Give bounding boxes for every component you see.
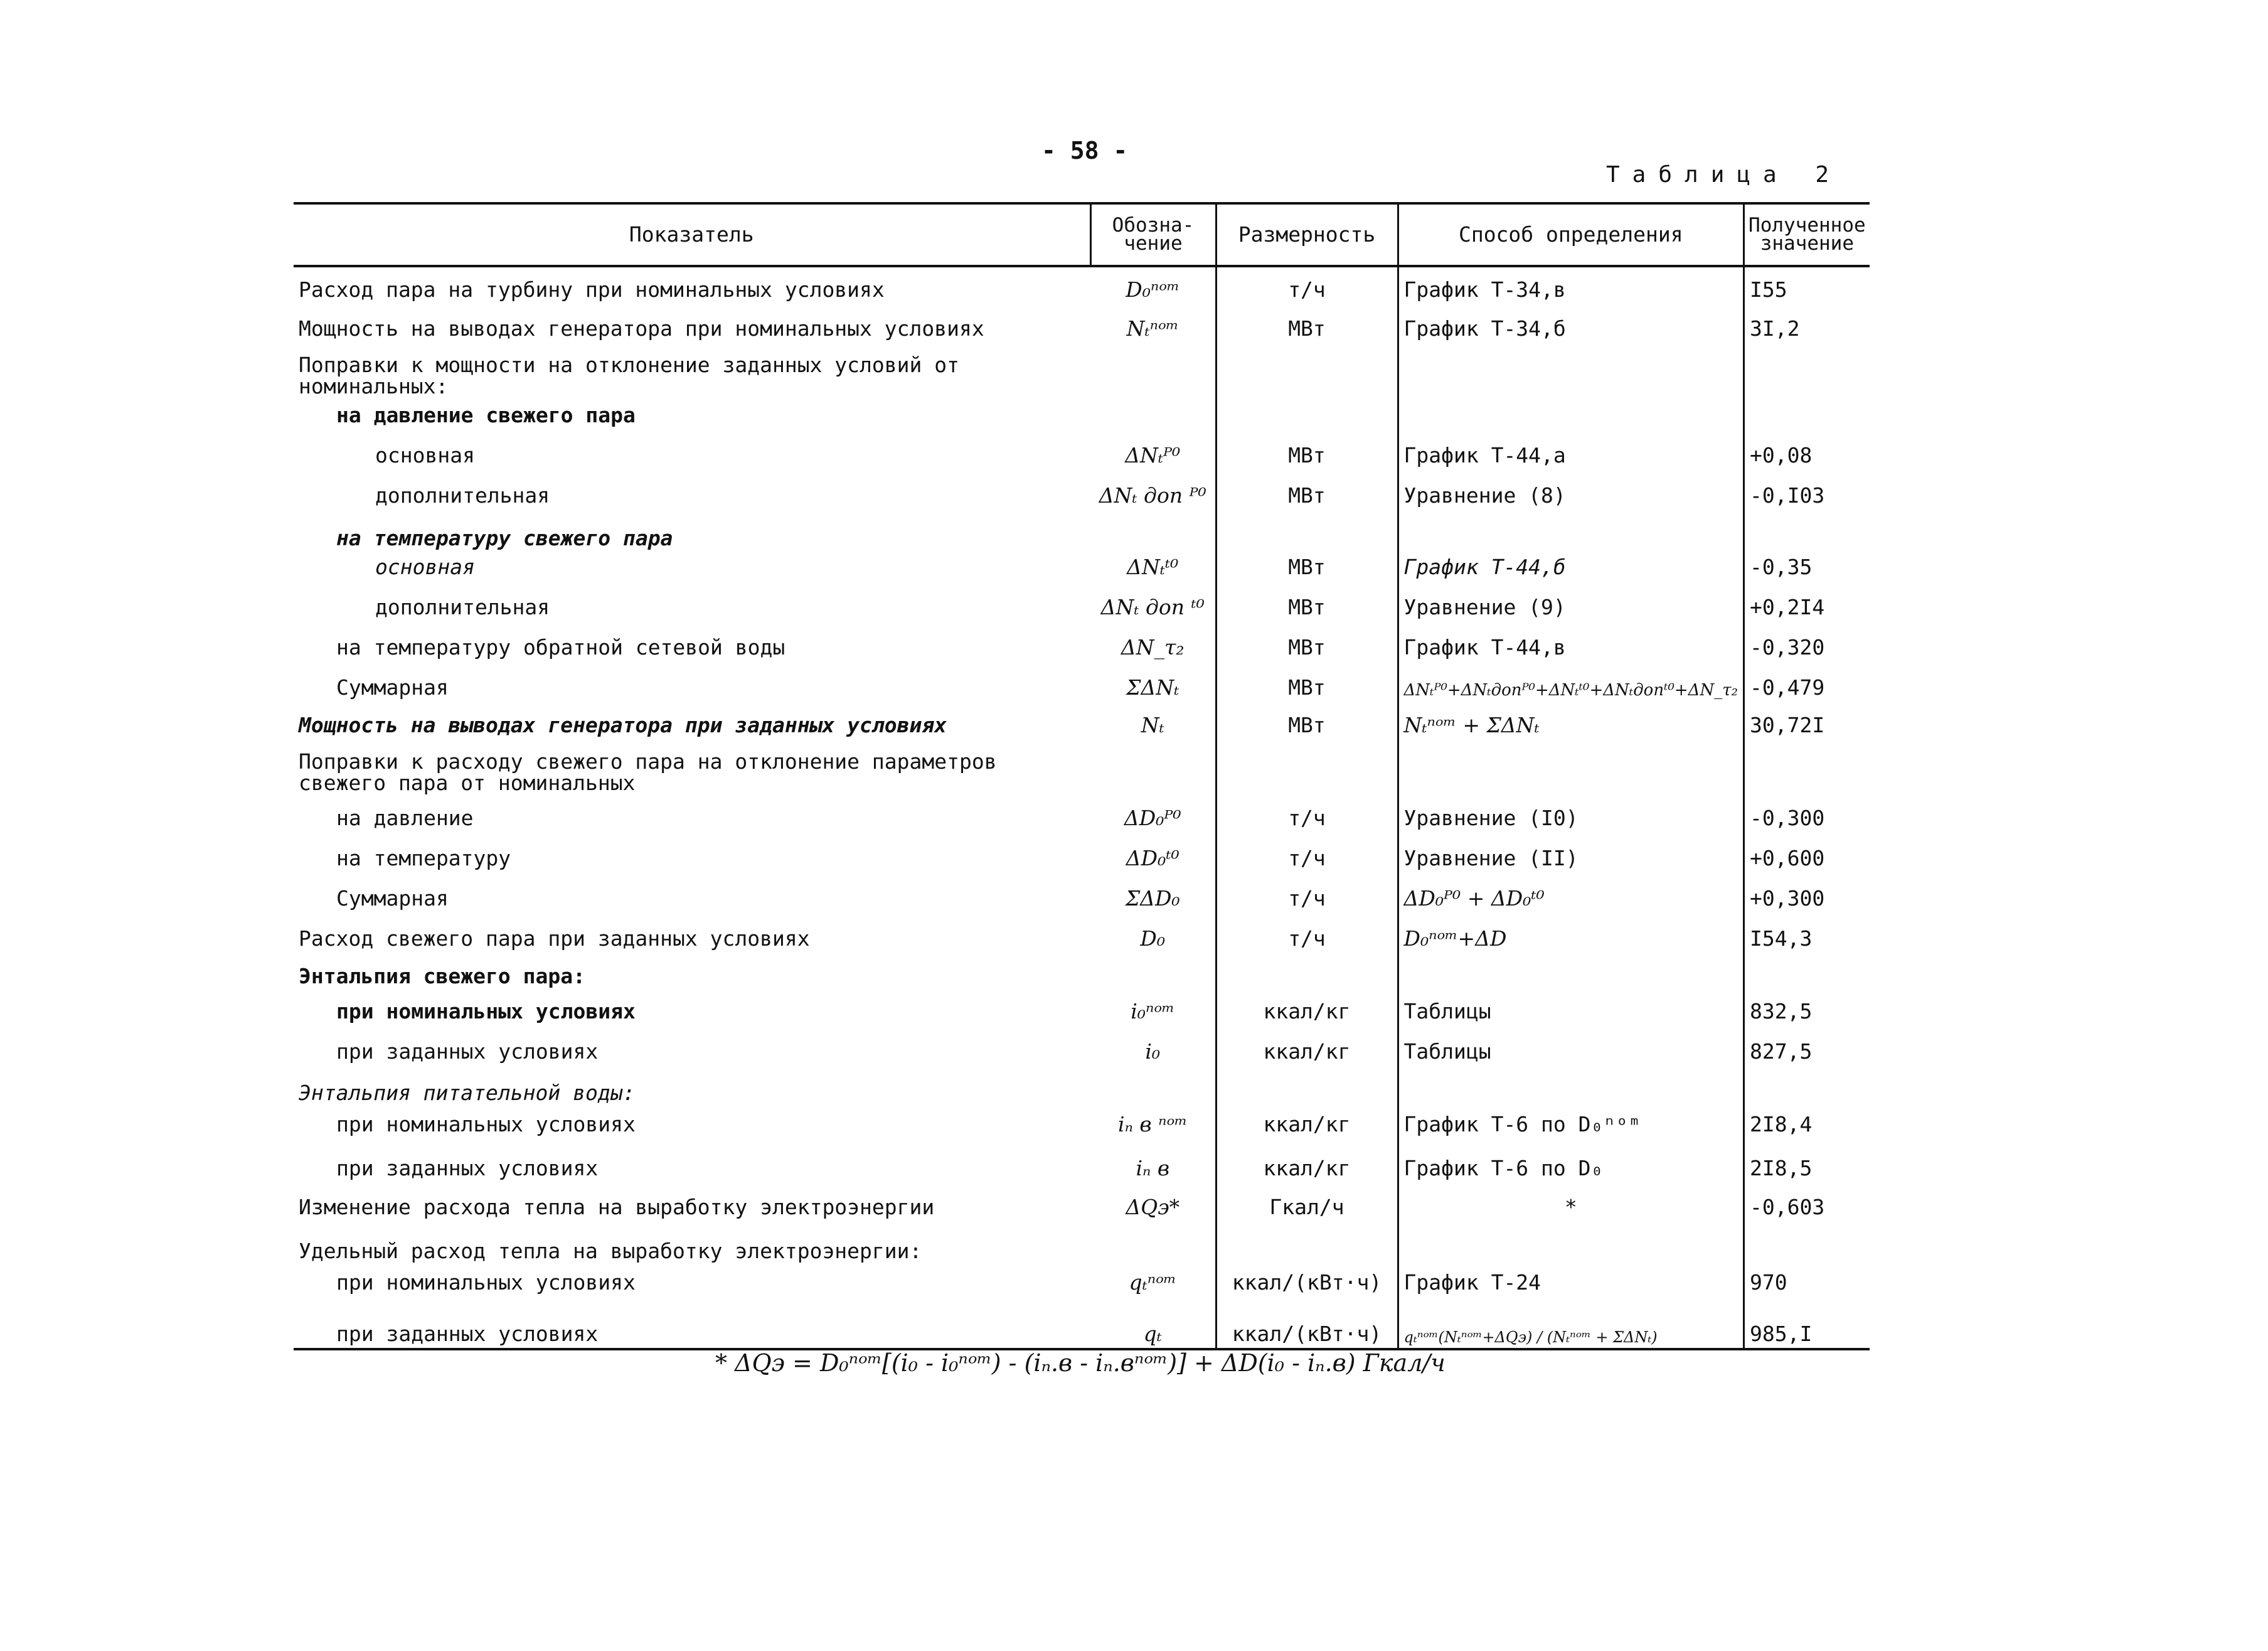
- row-method: График Т-44,б: [1398, 552, 1744, 581]
- row-symbol: iₙ в ⁿᵒᵐ: [1090, 1107, 1216, 1138]
- row-indicator: основная: [375, 555, 475, 580]
- table-row: [294, 400, 1870, 429]
- row-value: [1744, 739, 1870, 797]
- row-method: ΔNₜᴾ⁰+ΔNₜдопᴾ⁰+ΔNₜᵗ⁰+ΔNₜдопᵗ⁰+ΔN_τ₂: [1398, 661, 1744, 702]
- row-indicator: дополнительная: [375, 595, 550, 620]
- table-row: [294, 797, 1870, 832]
- row-value: [1744, 1221, 1870, 1265]
- header-value: Полученное значение: [1744, 203, 1870, 266]
- row-indicator: Поправки к мощности на отклонение заданных условий от номинальных:: [299, 352, 959, 399]
- row-value: 2I8,4: [1750, 1112, 1813, 1137]
- row-indicator: Энтальпия питательной воды:: [299, 1081, 636, 1106]
- row-method: График Т-44,в: [1398, 621, 1744, 661]
- row-symbol: [1090, 739, 1216, 797]
- table-row: [294, 304, 1870, 343]
- row-indicator: дополнительная: [375, 483, 550, 508]
- row-indicator: на температуру: [336, 846, 511, 871]
- row-indicator: при заданных условиях: [336, 1156, 599, 1181]
- row-method: График Т-6 по D₀: [1398, 1138, 1744, 1182]
- table-row: [294, 872, 1870, 912]
- table-row: [294, 581, 1870, 621]
- row-indicator: Мощность на выводах генератора при номинальных условиях: [299, 316, 984, 341]
- row-unit: т/ч: [1216, 266, 1398, 304]
- table-header-row: [294, 203, 1870, 266]
- header-indicator: Показатель: [294, 203, 1090, 266]
- row-unit: [1216, 739, 1398, 797]
- row-method: Уравнение (I0): [1398, 797, 1744, 832]
- row-indicator: при номинальных условиях: [336, 1112, 636, 1137]
- row-symbol: ΔQэ*: [1090, 1182, 1216, 1221]
- row-indicator: Изменение расхода тепла на выработку электроэнергии: [299, 1195, 935, 1220]
- row-value: +0,600: [1750, 846, 1825, 871]
- row-symbol: Nₜ: [1090, 702, 1216, 739]
- row-method: [1398, 510, 1744, 552]
- row-method: График Т-34,б: [1398, 304, 1744, 343]
- row-indicator: на температуру обратной сетевой воды: [336, 635, 785, 660]
- row-unit: ккал/кг: [1216, 1107, 1398, 1138]
- row-unit: Гкал/ч: [1216, 1182, 1398, 1221]
- row-indicator: Расход свежего пара при заданных условиях: [299, 926, 810, 951]
- row-method: [1398, 739, 1744, 797]
- row-indicator: при номинальных условиях: [336, 999, 636, 1024]
- row-method: Таблицы: [1398, 1025, 1744, 1066]
- row-indicator: при номинальных условиях: [336, 1270, 636, 1295]
- row-value: 970: [1750, 1270, 1787, 1295]
- row-symbol: ΣΔNₜ: [1090, 661, 1216, 702]
- row-symbol: Nₜⁿᵒᵐ: [1090, 304, 1216, 343]
- row-value: I54,3: [1750, 926, 1813, 951]
- row-unit: МВт: [1216, 702, 1398, 739]
- row-unit: ккал/кг: [1216, 990, 1398, 1025]
- row-method: qₜⁿᵒᵐ(Nₜⁿᵒᵐ+ΔQэ) / (Nₜⁿᵒᵐ + ΣΔNₜ): [1398, 1296, 1744, 1349]
- row-value: -0,603: [1750, 1195, 1825, 1220]
- row-unit: МВт: [1216, 581, 1398, 621]
- table-row: [294, 1025, 1870, 1066]
- table-caption: Таблица 2: [1606, 162, 1842, 188]
- row-method: График Т-24: [1398, 1265, 1744, 1296]
- header-method: Способ определения: [1398, 203, 1744, 266]
- row-value: [1744, 343, 1870, 400]
- row-value: +0,300: [1750, 886, 1825, 911]
- row-symbol: i₀: [1090, 1025, 1216, 1066]
- table-row: [294, 621, 1870, 661]
- row-value: [1744, 1066, 1870, 1107]
- row-value: 832,5: [1750, 999, 1813, 1024]
- row-value: 985,I: [1744, 1296, 1870, 1349]
- row-unit: ккал/кг: [1216, 1138, 1398, 1182]
- row-indicator: основная: [375, 443, 475, 468]
- row-value: [1744, 953, 1870, 990]
- row-symbol: [1090, 400, 1216, 429]
- row-symbol: D₀ⁿᵒᵐ: [1090, 266, 1216, 304]
- row-symbol: ΔD₀ᴾ⁰: [1090, 797, 1216, 832]
- row-value: +0,2I4: [1750, 595, 1825, 620]
- table-row: [294, 552, 1870, 581]
- row-symbol: qₜⁿᵒᵐ: [1090, 1265, 1216, 1296]
- row-value: 30,72I: [1750, 713, 1825, 738]
- row-symbol: [1090, 1066, 1216, 1107]
- row-symbol: ΔN_τ₂: [1090, 621, 1216, 661]
- row-value: [1744, 510, 1870, 552]
- row-unit: [1216, 400, 1398, 429]
- row-unit: [1216, 1066, 1398, 1107]
- row-unit: МВт: [1216, 429, 1398, 469]
- row-unit: ккал/кг: [1216, 1025, 1398, 1066]
- row-method: [1398, 1066, 1744, 1107]
- row-indicator: Мощность на выводах генератора при заданных условиях: [299, 713, 947, 738]
- table-row: [294, 429, 1870, 469]
- row-symbol: ΣΔD₀: [1090, 872, 1216, 912]
- row-symbol: [1090, 510, 1216, 552]
- row-method: [1398, 343, 1744, 400]
- row-method: График Т-44,а: [1398, 429, 1744, 469]
- row-symbol: ΔNₜ доп ᵗ⁰: [1090, 581, 1216, 621]
- table-row: [294, 739, 1870, 797]
- row-value: 827,5: [1750, 1039, 1813, 1064]
- row-unit: МВт: [1216, 469, 1398, 510]
- row-value: I55: [1750, 277, 1787, 302]
- row-method: Nₜⁿᵒᵐ + ΣΔNₜ: [1398, 702, 1744, 739]
- row-indicator: Поправки к расходу свежего пара на отклонение параметров свежего пара от номинальных: [299, 749, 997, 796]
- row-value: -0,479: [1750, 675, 1825, 700]
- row-indicator: Суммарная: [336, 886, 449, 911]
- table-row: [294, 1296, 1870, 1349]
- row-value: 3I,2: [1750, 316, 1800, 341]
- table-row: [294, 1107, 1870, 1138]
- row-symbol: ΔNₜᴾ⁰: [1090, 429, 1216, 469]
- row-unit: ккал/(кВт·ч): [1216, 1296, 1398, 1349]
- header-unit: Размерность: [1216, 203, 1398, 266]
- table-row: [294, 832, 1870, 872]
- row-method: [1398, 953, 1744, 990]
- row-indicator: на температуру свежего пара: [336, 526, 673, 551]
- table-row: [294, 266, 1870, 304]
- row-value: 2I8,5: [1750, 1156, 1813, 1181]
- row-unit: ккал/(кВт·ч): [1216, 1265, 1398, 1296]
- row-unit: т/ч: [1216, 832, 1398, 872]
- table-row: [294, 1182, 1870, 1221]
- row-method: D₀ⁿᵒᵐ+ΔD: [1398, 912, 1744, 953]
- row-value: [1744, 400, 1870, 429]
- row-method: График Т-34,в: [1398, 266, 1744, 304]
- row-symbol: [1090, 1221, 1216, 1265]
- row-unit: т/ч: [1216, 872, 1398, 912]
- row-unit: МВт: [1216, 552, 1398, 581]
- row-indicator: на давление: [336, 806, 474, 831]
- row-indicator: Удельный расход тепла на выработку электроэнергии:: [299, 1239, 922, 1264]
- table-row: [294, 469, 1870, 510]
- row-indicator: Энтальпия свежего пара:: [299, 964, 585, 989]
- row-symbol: ΔNₜ доп ᴾ⁰: [1090, 469, 1216, 510]
- row-unit: МВт: [1216, 661, 1398, 702]
- row-method: Уравнение (8): [1398, 469, 1744, 510]
- row-method: *: [1398, 1182, 1744, 1221]
- row-symbol: ΔD₀ᵗ⁰: [1090, 832, 1216, 872]
- row-method: График Т-6 по D₀ⁿᵒᵐ: [1398, 1107, 1744, 1138]
- row-value: -0,I03: [1750, 483, 1825, 508]
- row-unit: [1216, 510, 1398, 552]
- row-value: -0,320: [1750, 635, 1825, 660]
- row-indicator: при заданных условиях: [336, 1039, 599, 1064]
- table-row: [294, 912, 1870, 953]
- row-unit: т/ч: [1216, 912, 1398, 953]
- row-indicator: Расход пара на турбину при номинальных условиях: [299, 277, 885, 302]
- table-row: [294, 990, 1870, 1025]
- header-symbol: Обозна- чение: [1090, 203, 1216, 266]
- table-row: [294, 1138, 1870, 1182]
- row-unit: [1216, 343, 1398, 400]
- table-row: [294, 1066, 1870, 1107]
- row-unit: МВт: [1216, 304, 1398, 343]
- footnote-formula: * ΔQэ = D₀ⁿᵒᵐ[(i₀ - i₀ⁿᵒᵐ) - (iₙ.в - iₙ.вⁿᵒᵐ)] + ΔD(i₀ - iₙ.в) Гкал/ч: [715, 1349, 1445, 1377]
- row-value: +0,08: [1750, 443, 1813, 468]
- row-symbol: qₜ: [1090, 1296, 1216, 1349]
- row-indicator: Суммарная: [336, 675, 449, 700]
- row-value: -0,35: [1750, 555, 1813, 580]
- row-unit: МВт: [1216, 621, 1398, 661]
- row-symbol: i₀ⁿᵒᵐ: [1090, 990, 1216, 1025]
- row-unit: [1216, 1221, 1398, 1265]
- row-method: Таблицы: [1398, 990, 1744, 1025]
- row-method: [1398, 1221, 1744, 1265]
- row-method: [1398, 400, 1744, 429]
- row-method: ΔD₀ᴾ⁰ + ΔD₀ᵗ⁰: [1398, 872, 1744, 912]
- table-row: [294, 1265, 1870, 1296]
- table-row: [294, 661, 1870, 702]
- table-row: [294, 343, 1870, 400]
- row-method: Уравнение (II): [1398, 832, 1744, 872]
- row-symbol: D₀: [1090, 912, 1216, 953]
- row-symbol: [1090, 343, 1216, 400]
- page-number: - 58 -: [1041, 137, 1128, 164]
- table-row: [294, 702, 1870, 739]
- table-row: [294, 1221, 1870, 1265]
- row-value: -0,300: [1750, 806, 1825, 831]
- row-unit: т/ч: [1216, 797, 1398, 832]
- row-unit: [1216, 953, 1398, 990]
- row-indicator: при заданных условиях: [294, 1296, 1090, 1349]
- row-indicator: на давление свежего пара: [336, 403, 636, 428]
- table-row: [294, 510, 1870, 552]
- row-symbol: iₙ в: [1090, 1138, 1216, 1182]
- results-table: [294, 202, 1870, 1350]
- table-row: [294, 953, 1870, 990]
- row-method: Уравнение (9): [1398, 581, 1744, 621]
- row-symbol: [1090, 953, 1216, 990]
- row-symbol: ΔNₜᵗ⁰: [1090, 552, 1216, 581]
